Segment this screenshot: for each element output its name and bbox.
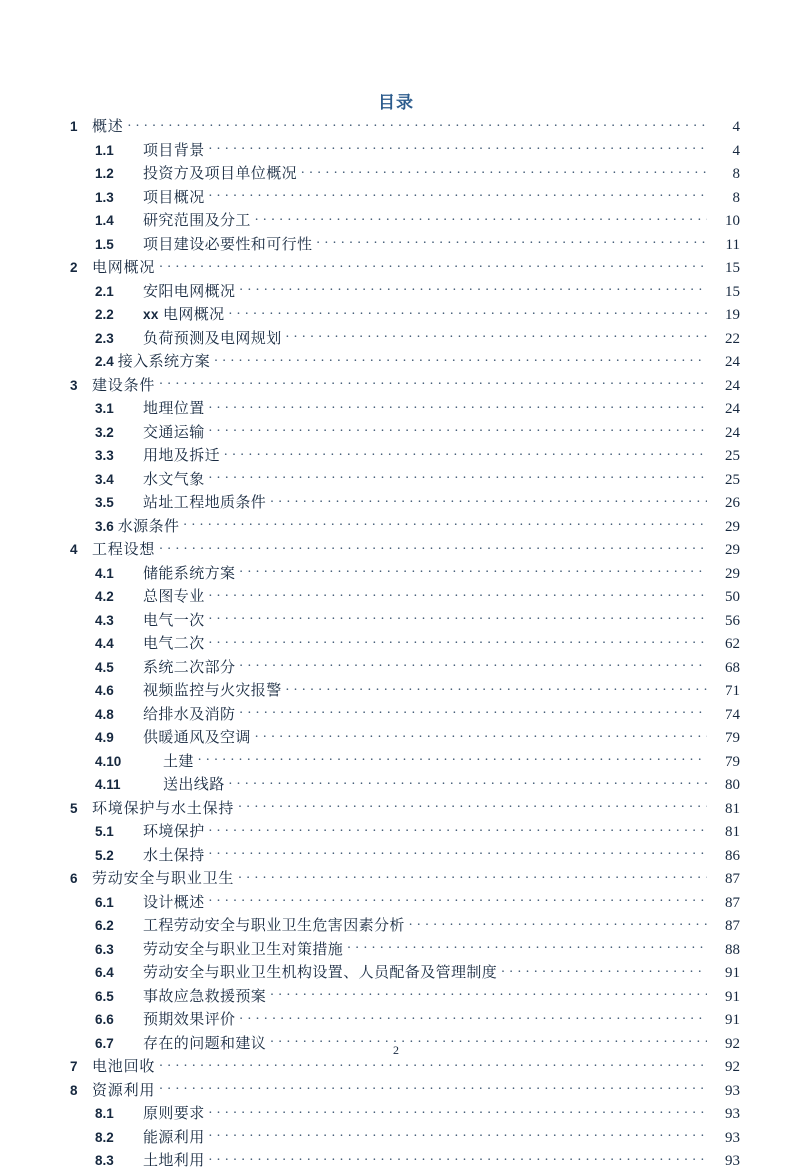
toc-entry[interactable] (60, 397, 740, 421)
toc-dot-leader (209, 846, 707, 860)
toc-entry-label: 水土保持 (143, 847, 205, 864)
toc-dot-leader (229, 775, 707, 789)
toc-entry-number: 4.9 (95, 730, 114, 745)
toc-entry-page-number: 4 (732, 142, 740, 159)
toc-dot-leader (209, 893, 707, 907)
toc-dot-leader (209, 1128, 707, 1142)
toc-dot-leader (286, 681, 707, 695)
toc-entry-number: 7 (70, 1059, 78, 1074)
toc-entry-number: 6.1 (95, 894, 114, 910)
toc-dot-leader (209, 188, 707, 202)
toc-entry-label: 劳动安全与职业卫生 (92, 871, 235, 887)
toc-entry-number: 4.11 (95, 777, 121, 792)
toc-entry-number: 6.5 (95, 988, 114, 1004)
toc-entry-page-number: 93 (725, 1106, 740, 1122)
toc-entry-number: 8 (70, 1082, 78, 1098)
toc-entry[interactable] (60, 303, 740, 327)
toc-dot-leader (239, 564, 707, 578)
toc-entry-number: 4.3 (95, 612, 114, 628)
toc-dot-leader (316, 235, 707, 249)
toc-entry[interactable] (60, 961, 740, 985)
toc-entry-page-number: 87 (725, 871, 740, 887)
toc-dot-leader (501, 963, 707, 977)
toc-dot-leader (239, 705, 707, 719)
toc-dot-leader (209, 423, 707, 437)
toc-entry-label: 储能系统方案 (143, 565, 236, 582)
toc-entry[interactable] (60, 515, 740, 539)
toc-dot-leader (224, 446, 707, 460)
toc-entry-number: 1.5 (95, 236, 114, 252)
toc-entry-label: 投资方及项目单位概况 (143, 166, 298, 182)
toc-dot-leader (409, 916, 707, 930)
toc-entry-page-number: 24 (725, 377, 740, 394)
toc-dot-leader (286, 329, 707, 343)
toc-entry-page-number: 8 (732, 189, 740, 206)
toc-entry-label: 研究范围及分工 (143, 213, 251, 229)
toc-dot-leader (238, 799, 707, 813)
toc-dot-leader (159, 258, 707, 272)
toc-entry-label: 总图专业 (143, 589, 205, 605)
toc-entry-label: 水文气象 (143, 471, 205, 488)
toc-entry[interactable] (60, 350, 740, 374)
toc-entry-number: 6.6 (95, 1012, 114, 1027)
toc-entry-label: 劳动安全与职业卫生机构设置、人员配备及管理制度 (143, 965, 498, 981)
toc-entry-label: 送出线路 (163, 777, 225, 793)
toc-entry[interactable] (60, 139, 740, 163)
toc-entry-page-number: 50 (725, 589, 740, 605)
toc-entry-label: 工程设想 (92, 542, 156, 558)
toc-entry[interactable] (60, 1008, 740, 1032)
toc-entry-number: 5.2 (95, 847, 114, 863)
toc-dot-leader (209, 1151, 707, 1165)
toc-entry[interactable] (60, 256, 740, 280)
toc-dot-leader (209, 611, 707, 625)
toc-dot-leader (214, 352, 707, 366)
toc-dot-leader (239, 658, 707, 672)
toc-entry[interactable] (60, 820, 740, 844)
toc-entry-page-number: 68 (725, 659, 740, 676)
toc-entry-page-number: 29 (725, 565, 740, 582)
toc-entry-label (137, 303, 225, 328)
toc-entry[interactable] (60, 844, 740, 868)
toc-entry[interactable] (60, 1149, 740, 1173)
toc-entry-page-number: 92 (725, 1035, 740, 1052)
toc-entry[interactable] (60, 280, 740, 304)
toc-entry-label: 水源条件 (117, 518, 180, 535)
toc-entry-page-number: 71 (725, 683, 740, 699)
toc-dot-leader (159, 376, 707, 390)
toc-dot-leader (229, 305, 707, 319)
toc-entry-page-number: 91 (725, 988, 740, 1005)
toc-dot-leader (128, 117, 707, 131)
toc-entry-page-number: 22 (725, 330, 740, 347)
toc-entry-page-number: 80 (725, 777, 740, 793)
toc-entry-page-number: 86 (725, 847, 740, 864)
toc-dot-leader (159, 1081, 707, 1095)
toc-dot-leader (183, 517, 707, 531)
toc-entry[interactable] (60, 209, 740, 233)
toc-entry-label: 工程劳动安全与职业卫生危害因素分析 (143, 918, 405, 934)
toc-entry-page-number: 11 (725, 236, 740, 253)
toc-entry-label: 土建 (163, 753, 194, 770)
toc-entry-label: 电网概况 (92, 260, 156, 276)
toc-entry[interactable] (60, 374, 740, 398)
toc-entry-number: 6 (70, 871, 78, 886)
toc-entry-page-number: 92 (725, 1059, 740, 1075)
toc-entry[interactable] (60, 538, 740, 562)
toc-entry[interactable] (60, 679, 740, 703)
toc-entry-label: 站址工程地质条件 (143, 495, 267, 511)
toc-entry-page-number: 87 (725, 918, 740, 934)
toc-entry-label: 用地及拆迁 (143, 448, 221, 464)
toc-entry[interactable] (60, 562, 740, 586)
toc-entry[interactable] (60, 703, 740, 727)
toc-entry-label: 建设条件 (92, 377, 156, 394)
toc-entry-number: 8.3 (95, 1153, 114, 1168)
toc-entry-number: 2.3 (95, 330, 114, 346)
toc-entry-label: 交通运输 (143, 424, 205, 441)
toc-dot-leader (270, 493, 707, 507)
toc-entry-page-number: 87 (725, 894, 740, 911)
toc-entry-number: 1.1 (95, 142, 114, 158)
toc-dot-leader (255, 728, 707, 742)
toc-entry[interactable] (60, 867, 740, 891)
toc-dot-leader (209, 634, 707, 648)
toc-entry-page-number: 56 (725, 612, 740, 629)
toc-dot-leader (209, 822, 707, 836)
toc-entry-number: 6.2 (95, 918, 114, 933)
toc-dot-leader (239, 1010, 707, 1024)
toc-entry-page-number: 29 (725, 542, 740, 558)
toc-dot-leader (301, 164, 707, 178)
toc-entry[interactable] (60, 233, 740, 257)
toc-dot-leader (238, 869, 707, 883)
toc-entry-label: 预期效果评价 (143, 1012, 236, 1028)
toc-entry-page-number: 25 (725, 448, 740, 464)
toc-entry-label: 能源利用 (143, 1129, 205, 1146)
toc-entry-page-number: 93 (725, 1082, 740, 1099)
toc-entry-number: 3.6 (95, 518, 114, 534)
toc-entry-page-number: 29 (725, 518, 740, 535)
toc-entry-number: 6.3 (95, 941, 114, 957)
toc-dot-leader (209, 587, 707, 601)
toc-entry[interactable] (60, 162, 740, 186)
toc-dot-leader (209, 399, 707, 413)
toc-entry-number: 4 (70, 542, 78, 557)
toc-entry-number: 5.1 (95, 824, 114, 839)
toc-entry-page-number: 26 (725, 495, 740, 511)
toc-dot-leader (209, 141, 707, 155)
toc-dot-leader (209, 1104, 707, 1118)
toc-entry-page-number: 93 (725, 1153, 740, 1169)
toc-entry-page-number: 24 (725, 424, 740, 441)
toc-entry-number: 5 (70, 800, 78, 816)
toc-entry-page-number: 24 (725, 401, 740, 417)
toc-dot-leader (209, 470, 707, 484)
toc-entry[interactable] (60, 891, 740, 915)
toc-entry-page-number: 19 (725, 307, 740, 323)
toc-entry-number: 4.2 (95, 589, 114, 604)
toc-dot-leader (159, 540, 707, 554)
toc-entry-page-number: 81 (725, 800, 740, 817)
toc-entry-number: 1.4 (95, 213, 114, 228)
toc-entry-page-number: 10 (725, 213, 740, 229)
toc-entry-number: 2.4 (95, 354, 114, 369)
footer-page-number: 2 (393, 1043, 399, 1057)
toc-entry-page-number: 62 (725, 636, 740, 652)
toc-entry-number: 6.4 (95, 965, 114, 980)
toc-entry-label: 设计概述 (143, 894, 205, 911)
toc-entry-label: 环境保护与水土保持 (92, 800, 235, 817)
toc-entry[interactable] (60, 1055, 740, 1079)
toc-entry-label: 存在的问题和建议 (143, 1035, 267, 1052)
toc-entry-number: 8.2 (95, 1129, 114, 1145)
toc-entry-label: 供暖通风及空调 (143, 730, 251, 746)
toc-entry[interactable] (60, 750, 740, 774)
toc-entry[interactable] (60, 938, 740, 962)
toc-entry[interactable] (60, 186, 740, 210)
toc-entry-number: 1.2 (95, 166, 114, 181)
toc-entry-label: 给排水及消防 (143, 706, 236, 723)
toc-entry-label: 视频监控与火灾报警 (143, 683, 282, 699)
toc-entry[interactable] (60, 985, 740, 1009)
toc-entry-label: 地理位置 (143, 401, 205, 417)
toc-entry-page-number: 8 (732, 166, 740, 182)
table-of-contents (60, 115, 740, 1173)
toc-entry-label: 电池回收 (92, 1059, 156, 1075)
toc-entry-number: 4.10 (95, 753, 122, 769)
toc-entry-number: 2.1 (95, 283, 114, 299)
toc-entry-page-number: 4 (732, 119, 740, 135)
toc-entry-number: 4.8 (95, 706, 114, 722)
toc-entry[interactable] (60, 773, 740, 797)
toc-entry-number: 3.2 (95, 424, 114, 440)
toc-entry-label: 电气一次 (143, 612, 205, 629)
toc-dot-leader (239, 282, 707, 296)
toc-entry-page-number: 24 (725, 354, 740, 370)
toc-dot-leader (198, 752, 707, 766)
toc-entry[interactable] (60, 632, 740, 656)
toc-entry-number: 4.1 (95, 565, 114, 581)
toc-entry[interactable] (60, 726, 740, 750)
toc-entry[interactable] (60, 444, 740, 468)
toc-entry-page-number: 81 (725, 824, 740, 840)
toc-entry-label: 原则要求 (143, 1106, 205, 1122)
toc-entry[interactable] (60, 421, 740, 445)
toc-entry[interactable] (60, 468, 740, 492)
toc-entry-page-number: 88 (725, 941, 740, 958)
toc-entry-label: 项目背景 (143, 142, 205, 159)
toc-entry-label: 项目建设必要性和可行性 (143, 236, 313, 253)
toc-entry-label: 接入系统方案 (117, 354, 211, 370)
toc-entry-number: 6.7 (95, 1035, 114, 1051)
toc-entry-number: 8.1 (95, 1106, 114, 1121)
toc-entry[interactable] (60, 797, 740, 821)
toc-entry-number: 2 (70, 260, 78, 275)
toc-entry-number: 2.2 (95, 307, 114, 322)
toc-entry[interactable] (60, 327, 740, 351)
toc-dot-leader (255, 211, 707, 225)
toc-dot-leader (159, 1057, 707, 1071)
toc-entry[interactable] (60, 115, 740, 139)
toc-entry-number: 3.5 (95, 495, 114, 510)
toc-entry-label: 项目概况 (143, 189, 205, 206)
toc-entry-number: 1.3 (95, 189, 114, 205)
toc-entry-page-number: 79 (725, 730, 740, 746)
toc-entry[interactable] (60, 609, 740, 633)
toc-entry-page-number: 25 (725, 471, 740, 488)
toc-entry-number: 3 (70, 377, 78, 393)
toc-entry-page-number: 91 (725, 1012, 740, 1028)
toc-entry[interactable] (60, 585, 740, 609)
toc-entry-label: 环境保护 (143, 824, 205, 840)
toc-entry-number: 3.3 (95, 448, 114, 463)
toc-entry-label: 负荷预测及电网规划 (143, 330, 282, 347)
page-title: 目录 (378, 93, 414, 112)
toc-entry-label: 资源利用 (92, 1082, 156, 1099)
toc-dot-leader (347, 940, 707, 954)
toc-entry-page-number: 15 (725, 283, 740, 300)
toc-entry-label: 系统二次部分 (143, 659, 236, 676)
toc-entry-label: 安阳电网概况 (143, 283, 236, 300)
toc-entry-number: 4.4 (95, 636, 114, 651)
toc-entry-label-rest: 电网概况 (158, 307, 225, 323)
toc-entry-page-number: 93 (725, 1129, 740, 1146)
toc-entry-number: 3.1 (95, 401, 114, 416)
toc-entry-label: 劳动安全与职业卫生对策措施 (143, 941, 344, 958)
toc-entry-page-number: 15 (725, 260, 740, 276)
toc-entry-number: 3.4 (95, 471, 114, 487)
toc-entry-page-number: 91 (725, 965, 740, 981)
toc-dot-leader (270, 987, 707, 1001)
toc-entry-label: 土地利用 (143, 1153, 205, 1169)
toc-entry-number: 4.5 (95, 659, 114, 675)
toc-entry-page-number: 74 (725, 706, 740, 723)
toc-entry[interactable] (60, 1079, 740, 1103)
toc-entry[interactable] (60, 491, 740, 515)
toc-entry[interactable] (60, 914, 740, 938)
toc-entry[interactable] (60, 1126, 740, 1150)
toc-entry-label: 概述 (92, 119, 124, 135)
toc-entry-page-number: 79 (725, 753, 740, 770)
toc-entry-number: 1 (70, 119, 78, 134)
toc-entry-label: 电气二次 (143, 636, 205, 652)
toc-entry-label-latin: xx (143, 307, 159, 322)
toc-entry-label: 事故应急救援预案 (143, 988, 267, 1005)
toc-entry[interactable] (60, 656, 740, 680)
toc-entry-number: 4.6 (95, 683, 114, 698)
